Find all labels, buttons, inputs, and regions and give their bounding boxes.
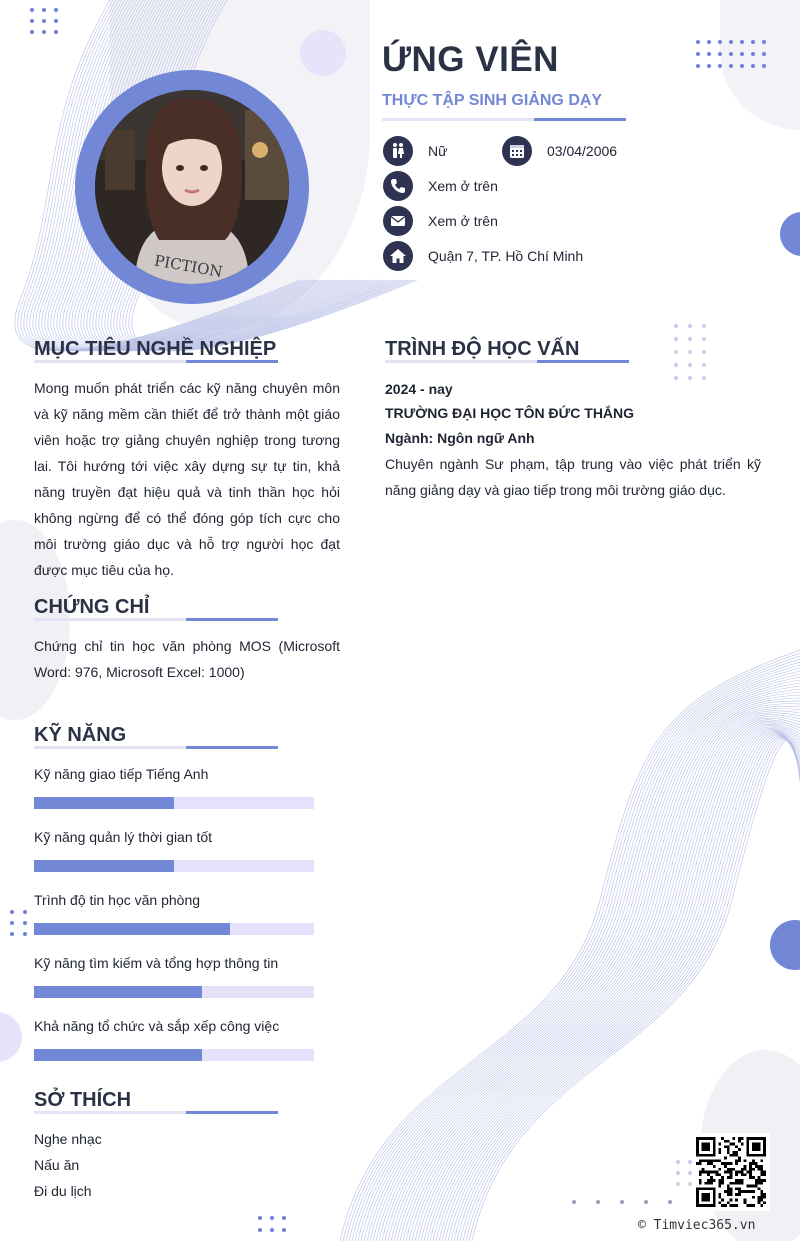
decor-dots <box>30 8 58 34</box>
gender-icon <box>383 136 413 166</box>
skill-label: Khả năng tổ chức và sắp xếp công việc <box>34 1018 280 1034</box>
email-value: Xem ở trên <box>428 213 498 229</box>
birthday-value: 03/04/2006 <box>547 143 618 159</box>
home-icon <box>383 241 413 271</box>
education-description: Chuyên ngành Sư phạm, tập trung vào việc phát triển kỹ năng giảng dạy và giao tiếp trong môi trường giáo dục. <box>385 456 761 498</box>
skill-label: Kỹ năng quản lý thời gian tốt <box>34 829 213 845</box>
objective-text: Mong muốn phát triển các kỹ năng chuyên môn và kỹ năng mềm cần thiết để trở thành một giáo viên hoặc trợ giảng chuyên nghiệp trong tương lai. Tôi hướng tới việc xây dựng sự tự tin, khả năng truyền đạt hiệu quả và tinh thần học hỏi không ngừng để có thể đóng góp tích cực cho môi trường giáo dục và hỗ trợ người học đạt được mục tiêu của họ. <box>34 380 340 578</box>
title-underline <box>382 118 626 121</box>
skill-bar-fill <box>34 986 202 998</box>
candidate-name: ỨNG VIÊN <box>382 40 559 79</box>
avatar <box>95 90 289 284</box>
education-major: Ngành: Ngôn ngữ Anh <box>385 430 535 446</box>
education-period: 2024 - nay <box>385 381 453 397</box>
section-underline <box>385 360 629 363</box>
decor-dots <box>696 40 766 68</box>
hobby-item: Đi du lịch <box>34 1183 92 1199</box>
skill-bar <box>34 1049 314 1061</box>
decor-dots <box>572 1200 672 1204</box>
hobby-item: Nấu ăn <box>34 1157 80 1173</box>
skill-bar-fill <box>34 860 174 872</box>
phone-icon <box>383 171 413 201</box>
job-title: THỰC TẬP SINH GIẢNG DẠY <box>382 92 603 109</box>
education-school: TRƯỜNG ĐẠI HỌC TÔN ĐỨC THẮNG <box>385 405 635 421</box>
skill-label: Kỹ năng tìm kiếm và tổng hợp thông tin <box>34 955 279 971</box>
skill-bar <box>34 923 314 935</box>
objective-title: MỤC TIÊU NGHỀ NGHIỆP <box>34 338 277 360</box>
svg-text:PICTION: PICTION <box>152 251 224 282</box>
section-underline <box>34 746 278 749</box>
decor-dots <box>674 324 706 380</box>
decor-circle <box>0 1012 22 1062</box>
gender-value: Nữ <box>428 143 448 159</box>
section-underline <box>34 1111 278 1114</box>
decor-dots <box>258 1216 286 1232</box>
skill-label: Trình độ tin học văn phòng <box>34 892 201 908</box>
calendar-icon <box>502 136 532 166</box>
skill-bar-fill <box>34 923 230 935</box>
address-value: Quận 7, TP. Hồ Chí Minh <box>428 248 584 264</box>
site-credit: © Timviec365.vn <box>638 1218 756 1233</box>
mail-icon <box>383 206 413 236</box>
skill-label: Kỹ năng giao tiếp Tiếng Anh <box>34 766 209 782</box>
decor-circle <box>300 30 346 76</box>
decor-dots <box>676 1160 692 1186</box>
qr-code <box>692 1133 770 1211</box>
hobby-item: Nghe nhạc <box>34 1131 102 1147</box>
skill-bar <box>34 797 314 809</box>
decor-circle <box>780 212 800 256</box>
certificates-title: CHỨNG CHỈ <box>34 596 150 618</box>
education-title: TRÌNH ĐỘ HỌC VẤN <box>385 338 580 360</box>
section-underline <box>34 360 278 363</box>
skill-bar <box>34 860 314 872</box>
skill-bar <box>34 986 314 998</box>
section-underline <box>34 618 278 621</box>
certificates-text: Chứng chỉ tin học văn phòng MOS (Microsoft Word: 976, Microsoft Excel: 1000) <box>34 638 340 680</box>
skills-title: KỸ NĂNG <box>34 724 127 746</box>
decor-dots <box>10 910 27 936</box>
skill-bar-fill <box>34 797 174 809</box>
hobbies-title: SỞ THÍCH <box>34 1089 132 1111</box>
decor-circle <box>770 920 800 970</box>
skill-bar-fill <box>34 1049 202 1061</box>
avatar-photo <box>95 90 289 284</box>
phone-value: Xem ở trên <box>428 178 498 194</box>
